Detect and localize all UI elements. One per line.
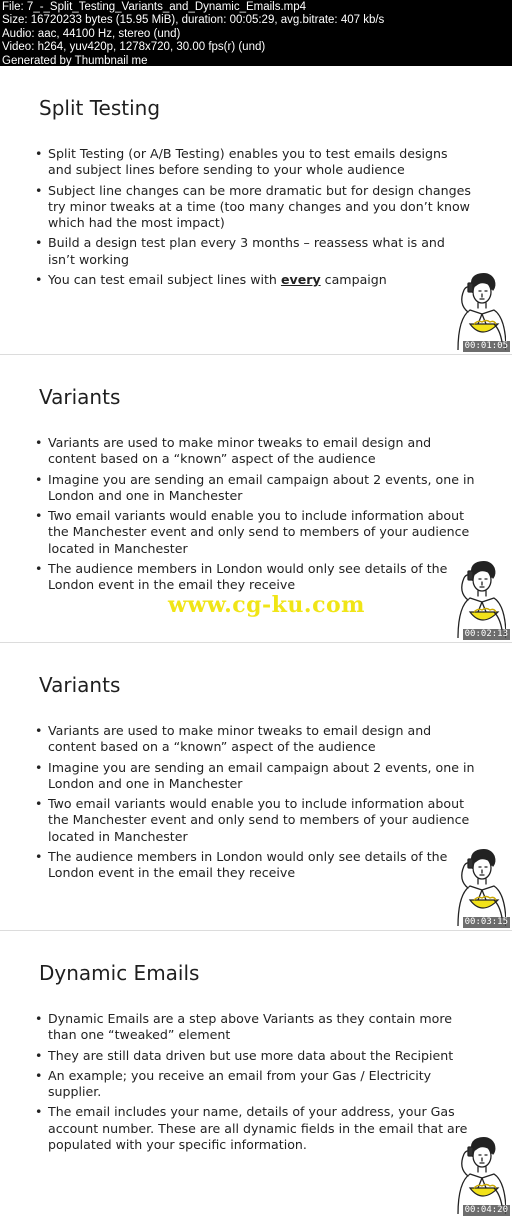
slide-title: Dynamic Emails (39, 961, 200, 985)
bullet-item: • The audience members in London would only see details of the London event in the email they receive (35, 849, 475, 882)
bullet-item: • Variants are used to make minor tweaks to email design and content based on a “known” aspect of the audience (35, 723, 475, 756)
video-timestamp: 00:03:15 (464, 917, 508, 927)
bullet-list (35, 146, 475, 292)
bullet-item: • The audience members in London would only see details of the London event in the email they receive (35, 561, 475, 594)
bullet-item: • An example; you receive an email from your Gas / Electricity supplier. (35, 1068, 475, 1101)
slide-title: Variants (39, 673, 121, 697)
slide-split-testing (0, 66, 512, 354)
bullet-list (35, 435, 475, 598)
video-timestamp: 00:02:13 (464, 629, 508, 639)
bullet-item: • Split Testing (or A/B Testing) enables you to test emails designs and subject lines before sending to your whole audience (35, 146, 475, 179)
slide-variants (0, 643, 512, 930)
presenter-figure-icon (428, 554, 506, 638)
file-size-line: Size: 16720233 bytes (15.95 MiB), duration: 00:05:29, avg.bitrate: 407 kb/s (2, 14, 385, 27)
slide-title: Split Testing (39, 96, 161, 120)
presenter-figure-icon (428, 1130, 506, 1214)
bullet-text: campaign (320, 272, 387, 288)
bullet-list (35, 1011, 475, 1157)
presenter-figure-icon (428, 266, 506, 350)
bullet-item: • Two email variants would enable you to include information about the Manchester event and only send to members of your audience located in Manchester (35, 508, 475, 557)
bullet-item: • The email includes your name, details of your address, your Gas account number. These are all dynamic fields in the email that are populated with your specific information. (35, 1104, 475, 1153)
bullet-item: • Imagine you are sending an email campaign about 2 events, one in London and one in Manchester (35, 472, 475, 505)
video-info-line: Video: h264, yuv420p, 1278x720, 30.00 fps(r) (und) (2, 41, 266, 54)
bullet-item: • They are still data driven but use more data about the Recipient (35, 1048, 475, 1064)
watermark-text: www.cg-ku.com (168, 592, 365, 618)
bullet-item: • Build a design test plan every 3 months – reassess what is and isn’t working (35, 235, 475, 268)
emphasis-text: every (280, 272, 321, 288)
video-timestamp: 00:04:20 (464, 1205, 508, 1215)
slide-title: Variants (39, 385, 121, 409)
bullet-item (35, 272, 475, 288)
bullet-item: • Two email variants would enable you to include information about the Manchester event and only send to members of your audience located in Manchester (35, 796, 475, 845)
file-info-header (0, 0, 512, 66)
bullet-item: • Variants are used to make minor tweaks to email design and content based on a “known” aspect of the audience (35, 435, 475, 468)
video-timestamp: 00:01:05 (464, 341, 508, 351)
bullet-item: • Imagine you are sending an email campaign about 2 events, one in London and one in Manchester (35, 760, 475, 793)
file-name-line: File: 7_-_Split_Testing_Variants_and_Dynamic_Emails.mp4 (2, 1, 307, 13)
bullet-item: • Dynamic Emails are a step above Variants as they contain more than one “tweaked” element (35, 1011, 475, 1044)
presenter-figure-icon (428, 842, 506, 926)
bullet-item: • Subject line changes can be more dramatic but for design changes try minor tweaks at a time (too many changes and you don’t know which had the most impact) (35, 183, 475, 232)
slide-dynamic-emails (0, 931, 512, 1218)
audio-info-line: Audio: aac, 44100 Hz, stereo (und) (2, 27, 181, 40)
generator-line: Generated by Thumbnail me (2, 54, 148, 66)
bullet-list (35, 723, 475, 886)
bullet-text: You can test email subject lines with (48, 272, 281, 288)
